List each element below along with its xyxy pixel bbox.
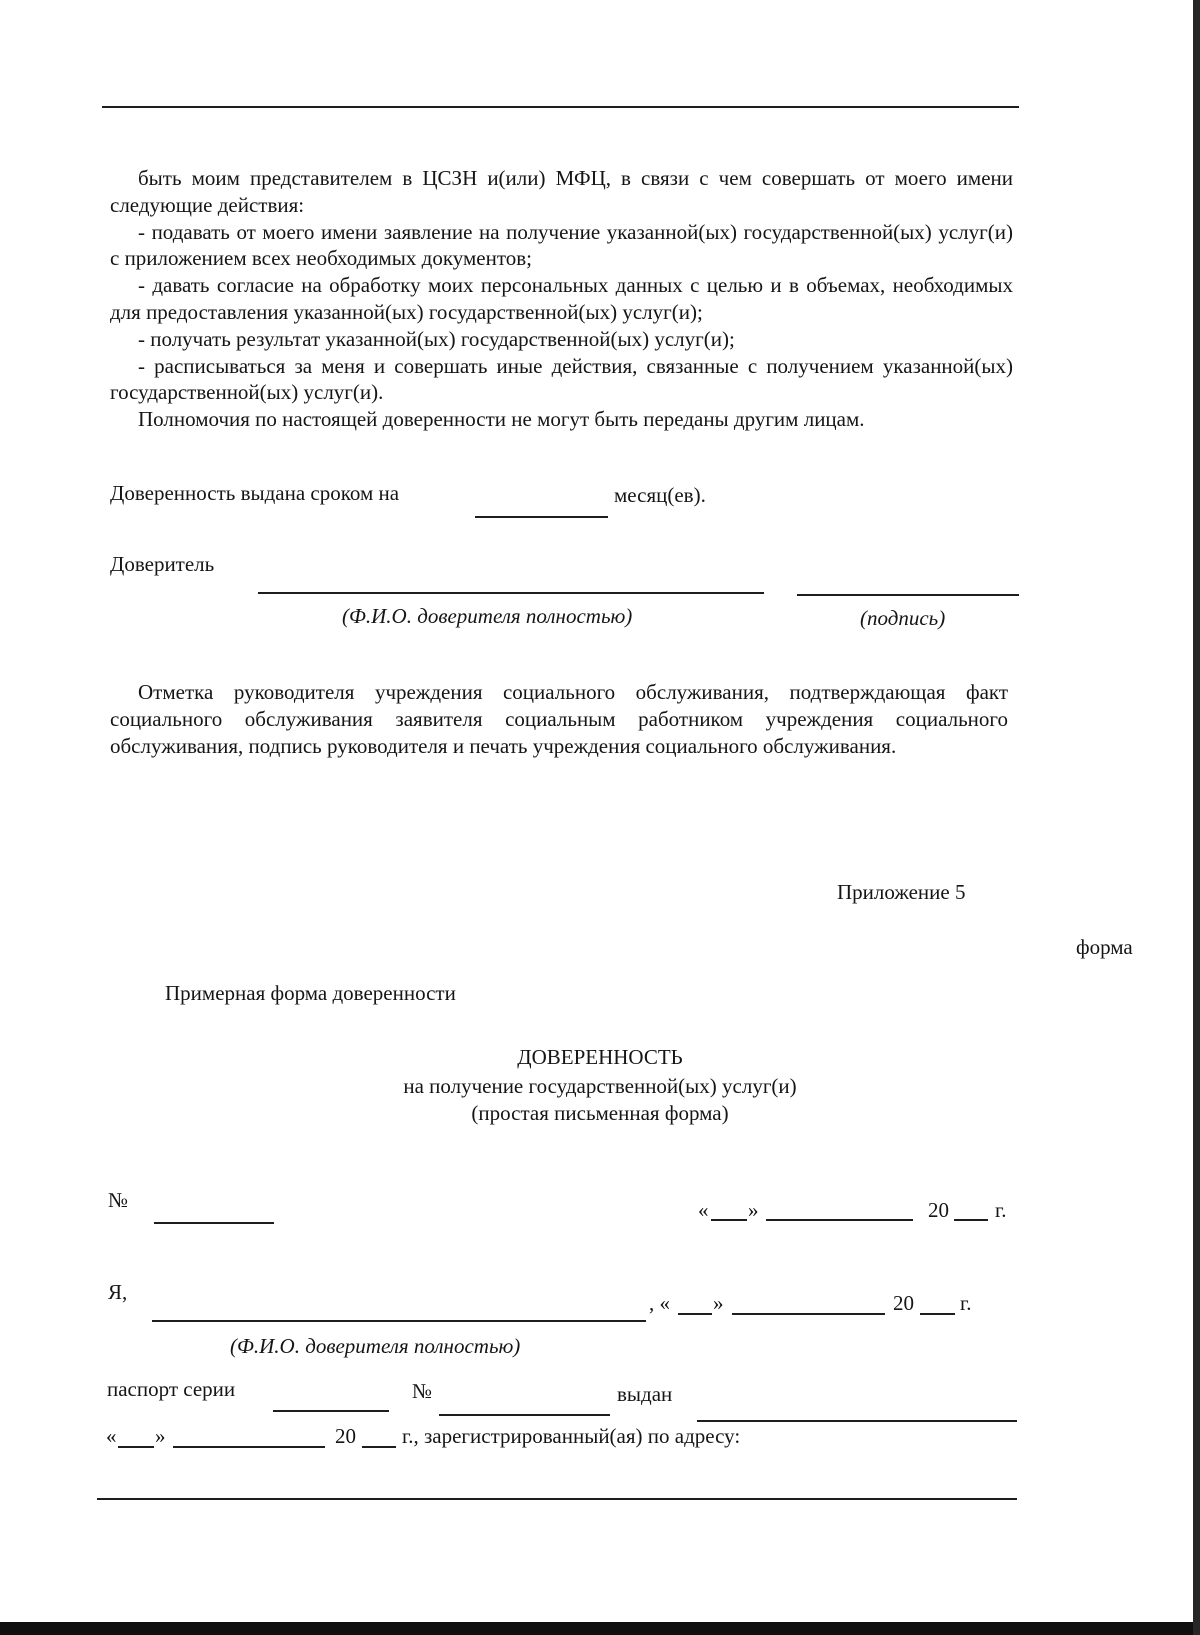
issued-label: выдан <box>617 1382 673 1406</box>
principal-signature-field[interactable] <box>797 594 1019 596</box>
birth-year-field[interactable] <box>920 1313 955 1315</box>
issue-year-field[interactable] <box>362 1446 396 1448</box>
issue-date-close: » <box>155 1424 166 1448</box>
registered-address-label: г., зарегистрированный(ая) по адресу: <box>402 1424 741 1448</box>
term-suffix: месяц(ев). <box>614 483 706 507</box>
header-rule <box>102 106 1019 108</box>
address-field[interactable] <box>97 1498 1017 1500</box>
poa-title: ДОВЕРЕННОСТЬ <box>517 1045 683 1069</box>
birth-date-open: , « <box>649 1291 670 1315</box>
number-sign: № <box>108 1188 129 1212</box>
term-months-field[interactable] <box>475 516 608 518</box>
date-month-field[interactable] <box>766 1219 913 1221</box>
action-item: - подавать от моего имени заявление на получение указанной(ых) государственной(ых) услуг(и) с приложением всех необходимых документов; <box>110 219 1013 271</box>
birth-date-close: » <box>713 1291 724 1315</box>
date-open-quote: « <box>698 1198 709 1222</box>
term-prefix: Доверенность выдана сроком на <box>110 481 400 505</box>
birth-year-suffix: г. <box>960 1291 972 1315</box>
action-item: - расписываться за меня и совершать иные действия, связанные с получением указанной(ых) государственной(ых) услуг(и). <box>110 353 1013 405</box>
date-year-field[interactable] <box>954 1219 988 1221</box>
date-year-prefix: 20 <box>928 1198 949 1222</box>
birth-day-field[interactable] <box>678 1313 712 1315</box>
scan-edge-right <box>1193 0 1200 1635</box>
identity-name-caption: (Ф.И.О. доверителя полностью) <box>230 1334 521 1358</box>
issue-year-prefix: 20 <box>335 1424 356 1448</box>
passport-number-field[interactable] <box>439 1414 610 1416</box>
i-label: Я, <box>108 1280 128 1304</box>
principal-name-field[interactable] <box>258 592 764 594</box>
principal-name-caption: (Ф.И.О. доверителя полностью) <box>342 604 633 628</box>
principal-signature-caption: (подпись) <box>860 606 946 630</box>
passport-series-label: паспорт серии <box>107 1377 236 1401</box>
date-close-quote: » <box>748 1198 759 1222</box>
powers-block <box>110 165 1013 433</box>
sample-form-title: Примерная форма доверенности <box>165 981 456 1005</box>
issue-date-open: « <box>106 1424 117 1448</box>
appendix-label: Приложение 5 <box>837 880 966 904</box>
issue-day-field[interactable] <box>118 1446 154 1448</box>
issue-month-field[interactable] <box>173 1446 325 1448</box>
date-day-field[interactable] <box>711 1219 747 1221</box>
scan-edge-bottom <box>0 1622 1200 1635</box>
birth-year-prefix: 20 <box>893 1291 914 1315</box>
identity-name-field[interactable] <box>152 1320 646 1322</box>
issued-by-field[interactable] <box>697 1420 1017 1422</box>
passport-number-sign: № <box>412 1379 433 1403</box>
opening-line: быть моим представителем в ЦСЗН и(или) МФЦ, в связи с чем совершать от моего имени следующие действия: <box>110 166 1013 217</box>
action-item: - получать результат указанной(ых) государственной(ых) услуг(и); <box>138 326 735 351</box>
number-field[interactable] <box>154 1222 274 1224</box>
passport-series-field[interactable] <box>273 1410 389 1412</box>
poa-subtitle: на получение государственной(ых) услуг(и) <box>403 1074 797 1098</box>
poa-kind: (простая письменная форма) <box>471 1101 729 1125</box>
principal-label: Доверитель <box>110 552 215 576</box>
social-service-note: Отметка руководителя учреждения социального обслуживания, подтверждающая факт социального обслуживания заявителя социальным работником учреждения социального обслуживания, подпись руководителя и печать учреждения социального обслуживания. <box>110 680 1008 758</box>
birth-month-field[interactable] <box>732 1313 885 1315</box>
no-transfer-clause: Полномочия по настоящей доверенности не могут быть переданы другим лицам. <box>138 407 865 432</box>
action-item: - давать согласие на обработку моих персональных данных с целью и в объемах, необходимых для предоставления указанной(ых) государственной(ых) услуг(и); <box>110 273 1013 324</box>
date-year-suffix: г. <box>995 1198 1007 1222</box>
form-word: форма <box>1076 935 1133 959</box>
